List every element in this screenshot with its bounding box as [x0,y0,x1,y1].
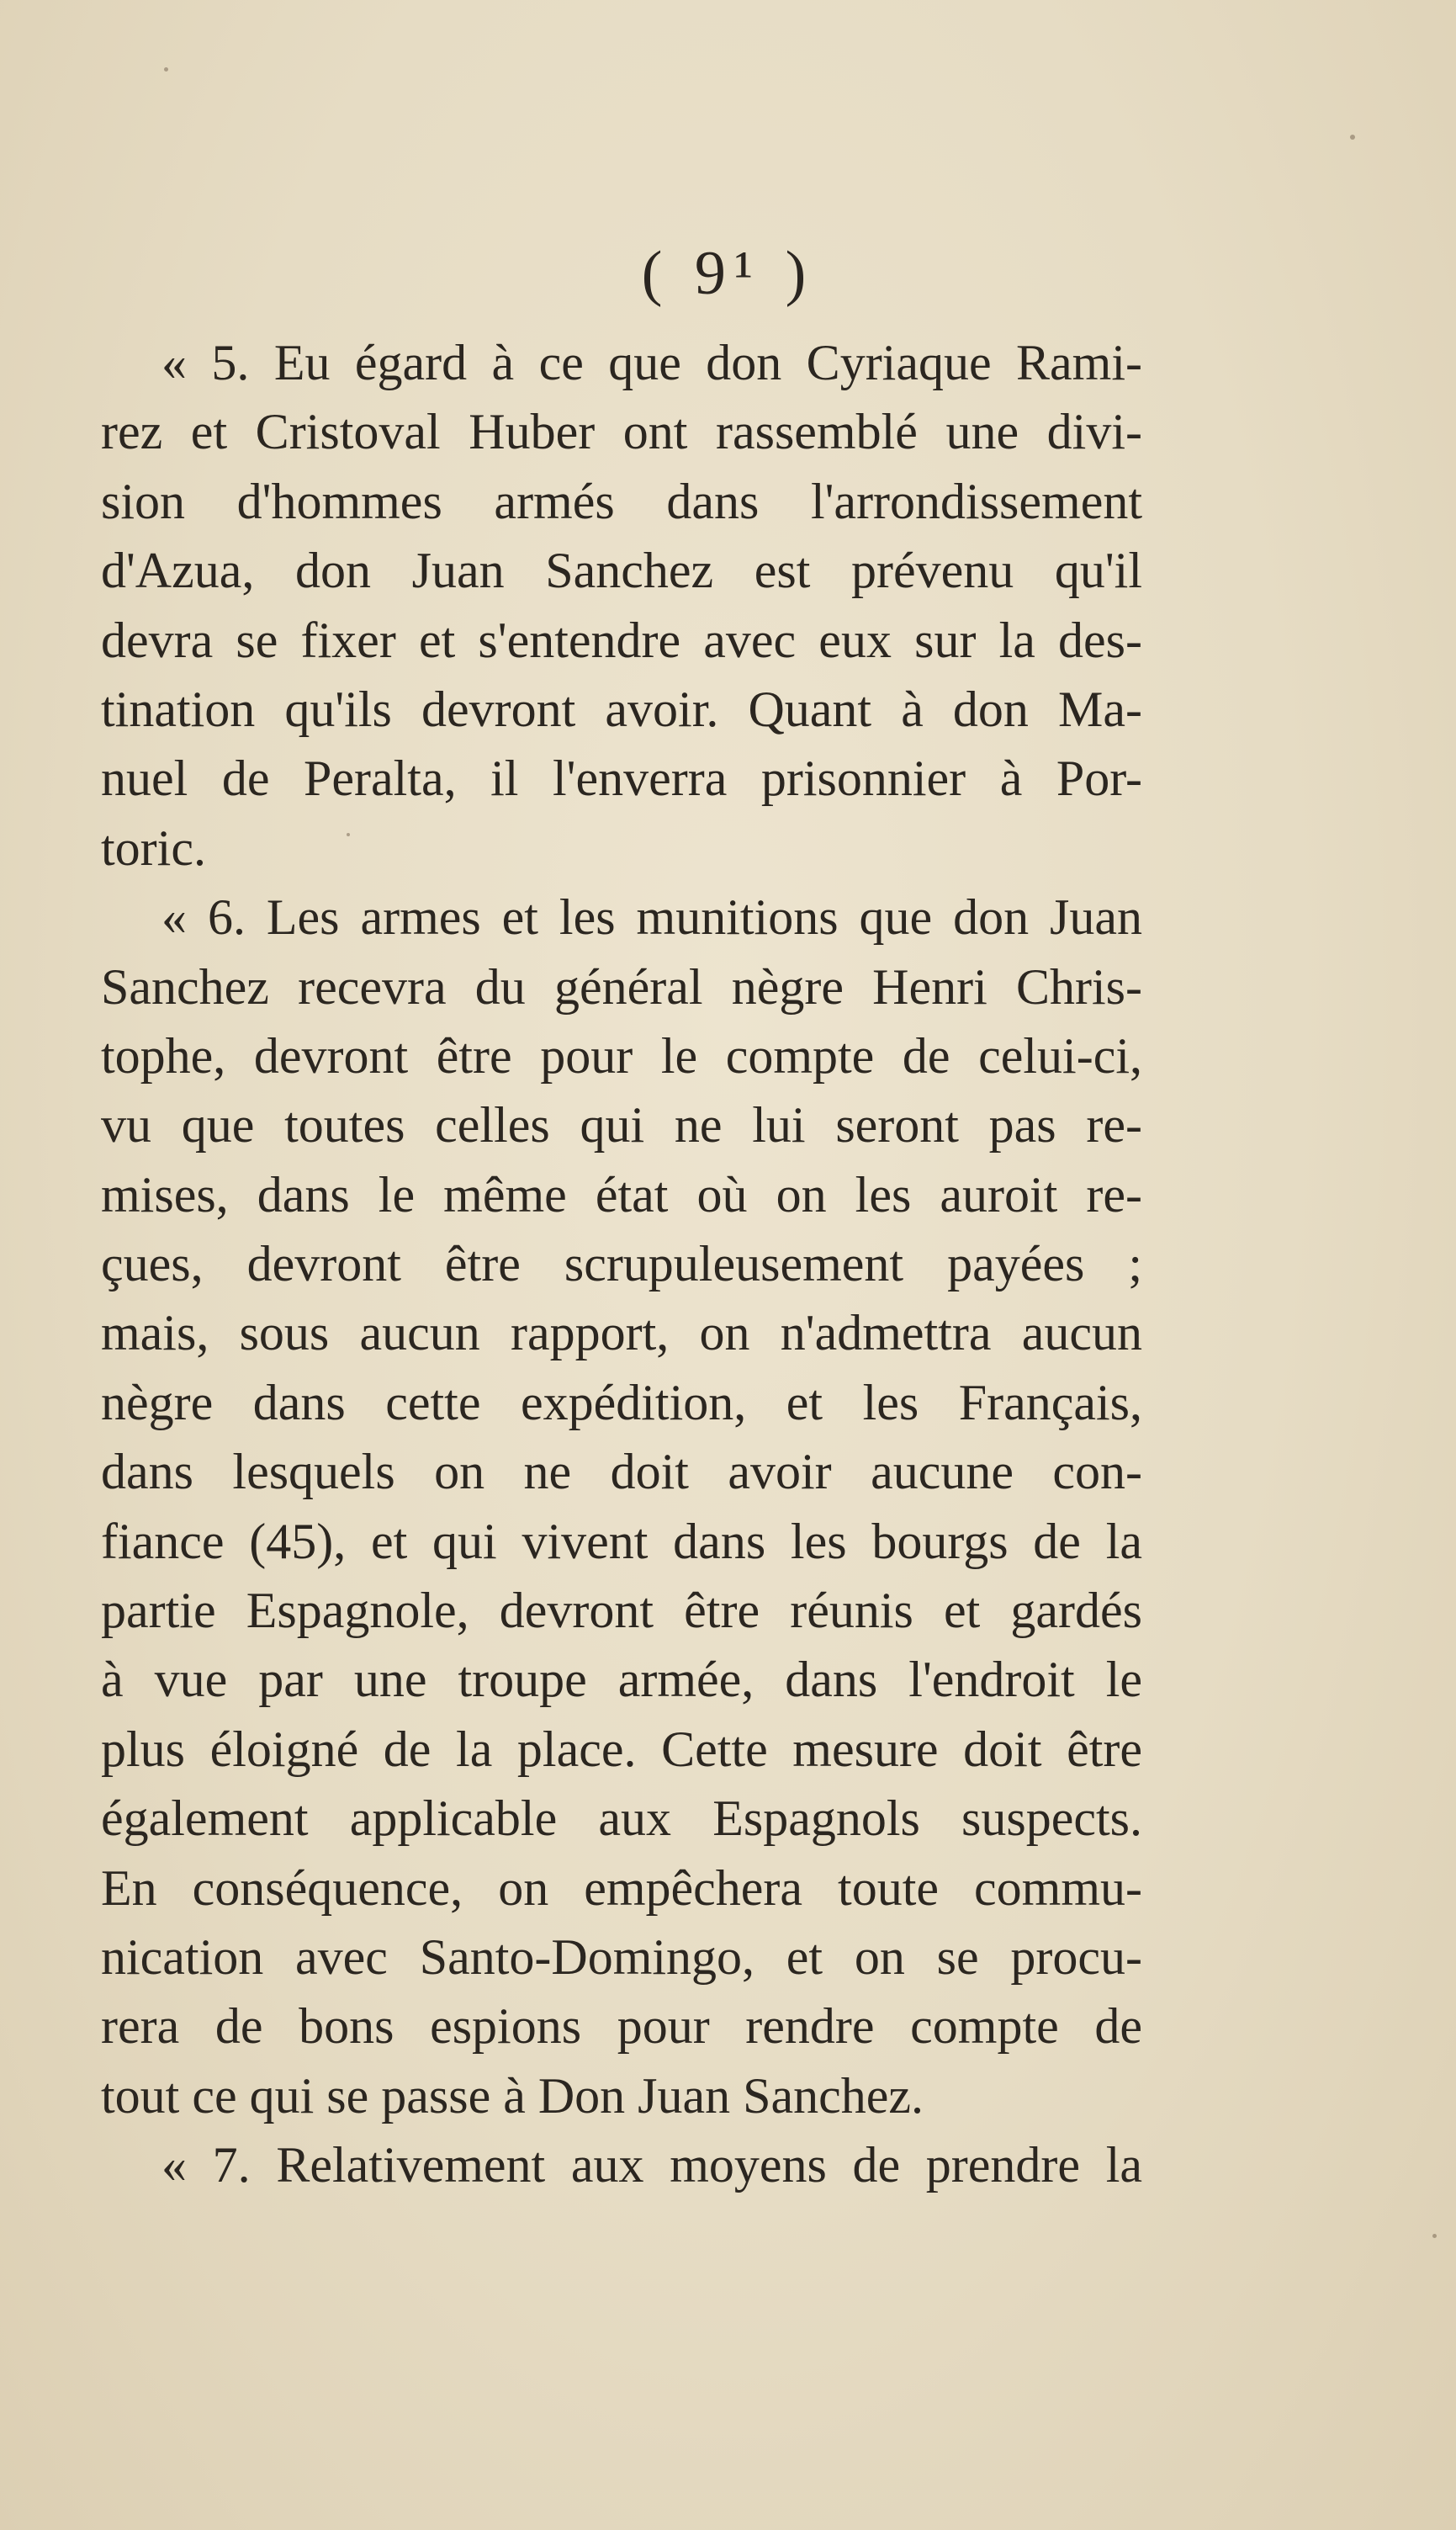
text-line: à vue par une troupe armée, dans l'endroit le [101,1652,1142,1708]
paper-speck [164,67,168,72]
page-number: ( 9¹ ) [641,239,815,308]
text-line: vu que toutes celles qui ne lui seront pas re- [101,1097,1142,1154]
text-line: nègre dans cette expédition, et les Français, [101,1374,1142,1430]
text-line: Sanchez recevra du général nègre Henri Chris- [101,958,1142,1015]
text-line: tout ce qui se passe à Don Juan Sanchez. [101,2067,924,2124]
text-line: plus éloigné de la place. Cette mesure doit être [101,1721,1142,1777]
text-line: nuel de Peralta, il l'enverra prisonnier à Por- [101,751,1142,807]
text-line: çues, devront être scrupuleusement payées ; [101,1236,1142,1292]
paper-speck [1432,2234,1437,2238]
text-line: toric. [101,819,206,876]
text-line: d'Azua, don Juan Sanchez est prévenu qu'il [101,543,1142,599]
text-line: rez et Cristoval Huber ont rassemblé une divi- [101,404,1142,460]
body-text [101,328,1142,2200]
paper-speck [1350,135,1355,140]
text-line: fiance (45), et qui vivent dans les bourgs de la [101,1513,1142,1569]
text-line: devra se fixer et s'entendre avec eux sur la des- [101,612,1142,668]
text-line: « 6. Les armes et les munitions que don Juan [161,889,1142,946]
text-line: « 7. Relativement aux moyens de prendre la [161,2137,1142,2193]
text-line: également applicable aux Espagnols suspects. [101,1790,1142,1847]
text-line: En conséquence, on empêchera toute commu- [101,1859,1142,1916]
text-line: partie Espagnole, devront être réunis et gardés [101,1583,1142,1639]
text-line: rera de bons espions pour rendre compte de [101,1998,1142,2055]
text-line: tination qu'ils devront avoir. Quant à don Ma- [101,681,1142,737]
text-line: dans lesquels on ne doit avoir aucune con- [101,1444,1142,1500]
text-line: mises, dans le même état où on les auroit re- [101,1166,1142,1223]
text-line: « 5. Eu égard à ce que don Cyriaque Rami- [161,335,1142,390]
text-line: nication avec Santo-Domingo, et on se procu- [101,1928,1142,1985]
paper-speck [347,833,350,836]
text-line: tophe, devront être pour le compte de celui-ci, [101,1027,1142,1084]
text-line: mais, sous aucun rapport, on n'admettra aucun [101,1305,1142,1361]
text-line: sion d'hommes armés dans l'arrondissement [101,473,1142,529]
